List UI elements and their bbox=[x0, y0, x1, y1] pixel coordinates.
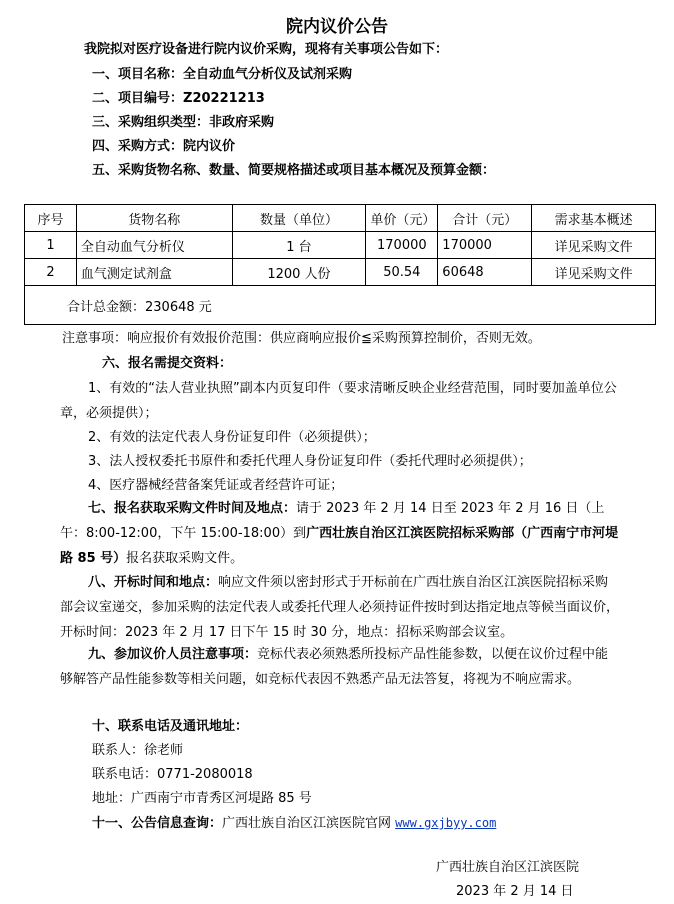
section9-text: 竞标代表必须熟悉所投标产品性能参数，以便在议价过程中能够解答产品性能参数等相关问题，如竞标代表因不熟悉产品无法答复，将视为不响应需求。 bbox=[60, 647, 609, 687]
org-type-label: 三、采购组织类型： bbox=[92, 115, 210, 130]
header-unit-price: 单价（元） bbox=[366, 205, 438, 232]
section7-paragraph bbox=[60, 496, 620, 571]
org-type-value: 非政府采购 bbox=[209, 115, 275, 130]
section7-text2: 报名获取采购文件。 bbox=[126, 551, 244, 566]
table-total-row bbox=[25, 286, 656, 325]
section8-paragraph bbox=[60, 570, 620, 645]
total-amount: 合计总金额：230648 元 bbox=[25, 286, 656, 325]
header-total: 合计（元） bbox=[438, 205, 532, 232]
section11-heading: 十一、公告信息查询： bbox=[92, 816, 223, 831]
header-requirements: 需求基本概述 bbox=[532, 205, 656, 232]
section9-heading: 九、参加议价人员注意事项： bbox=[88, 647, 258, 662]
cell-goods-name: 全自动血气分析仪 bbox=[76, 232, 232, 259]
cell-requirements: 详见采购文件 bbox=[532, 232, 656, 259]
signature-org: 广西壮族自治区江滨医院 bbox=[436, 860, 580, 875]
method-value: 院内议价 bbox=[183, 139, 236, 154]
cell-total: 170000 bbox=[438, 232, 532, 259]
project-number-value: Z20221213 bbox=[183, 91, 265, 106]
cell-unit-price: 50.54 bbox=[366, 259, 438, 286]
project-number-label: 二、项目编号： bbox=[92, 91, 184, 106]
intro-text: 我院拟对医疗设备进行院内议价采购，现将有关事项公告如下： bbox=[84, 42, 449, 57]
cell-index: 2 bbox=[25, 259, 77, 286]
section8-heading: 八、开标时间和地点： bbox=[88, 575, 219, 590]
section6-item-3: 3、法人授权委托书原件和委托代理人身份证复印件（委托代理时必须提供）； bbox=[88, 454, 532, 469]
project-name-label: 一、项目名称： bbox=[92, 67, 184, 82]
page-title: 院内议价公告 bbox=[286, 17, 388, 37]
method-label: 四、采购方式： bbox=[92, 139, 184, 154]
header-quantity: 数量（单位） bbox=[232, 205, 366, 232]
website-link[interactable]: www.gxjbyy.com bbox=[395, 816, 497, 830]
section6-heading: 六、报名需提交资料： bbox=[102, 356, 233, 371]
section11-site: 广西壮族自治区江滨医院官网 bbox=[222, 816, 392, 831]
section7-text1: 请于 2023 年 2 月 14 日至 2023 年 2 月 16 日（上午：8:00-12:00，下午 15:00-18:00）到 bbox=[60, 501, 605, 541]
goods-table bbox=[24, 204, 656, 325]
section6-item-1: 1、有效的“法人营业执照”副本内页复印件（要求清晰反映企业经营范围，同时要加盖单位公章，必须提供）； bbox=[60, 381, 617, 421]
cell-goods-name: 血气测定试剂盒 bbox=[76, 259, 232, 286]
header-index: 序号 bbox=[25, 205, 77, 232]
project-name-value: 全自动血气分析仪及试剂采购 bbox=[183, 67, 353, 82]
section9-paragraph bbox=[60, 642, 620, 692]
cell-unit-price: 170000 bbox=[366, 232, 438, 259]
contact-address: 地址：广西南宁市青秀区河堤路 85 号 bbox=[92, 791, 312, 806]
cell-quantity: 1200 人份 bbox=[232, 259, 366, 286]
signature-date: 2023 年 2 月 14 日 bbox=[456, 884, 574, 899]
table-header-row bbox=[25, 205, 656, 232]
method-line bbox=[92, 139, 235, 155]
cell-requirements: 详见采购文件 bbox=[532, 259, 656, 286]
header-goods-name: 货物名称 bbox=[76, 205, 232, 232]
notice-text: 注意事项：响应报价有效报价范围：供应商响应报价≦采购预算控制价，否则无效。 bbox=[62, 331, 541, 346]
cell-quantity: 1 台 bbox=[232, 232, 366, 259]
org-type-line bbox=[92, 115, 274, 131]
section6-item-4: 4、医疗器械经营备案凭证或者经营许可证； bbox=[88, 478, 344, 493]
contact-person: 联系人：徐老师 bbox=[92, 743, 184, 758]
section11-line bbox=[92, 815, 496, 832]
section7-place: 广西壮族自治区江滨医院招标采购部（广西南宁市河堤路 85 号） bbox=[60, 526, 619, 566]
table-row bbox=[25, 259, 656, 286]
section6-item-2: 2、有效的法定代表人身份证复印件（必须提供）； bbox=[88, 430, 376, 445]
project-number-line bbox=[92, 91, 265, 107]
section8-text: 响应文件须以密封形式于开标前在广西壮族自治区江滨医院招标采购部会议室递交，参加采购的法定代表人或委托代理人必须持证件按时到达指定地点等候当面议价，开标时间：2023 年 2 月 17 日下午 15 时 30 分，地点：招标采购部会议室。 bbox=[60, 575, 620, 640]
project-name-line bbox=[92, 67, 352, 83]
section10-heading: 十、联系电话及通讯地址： bbox=[92, 719, 249, 734]
table-row bbox=[25, 232, 656, 259]
section7-heading: 七、报名获取采购文件时间及地点： bbox=[88, 501, 297, 516]
cell-total: 60648 bbox=[438, 259, 532, 286]
contact-phone: 联系电话：0771-2080018 bbox=[92, 767, 253, 782]
cell-index: 1 bbox=[25, 232, 77, 259]
goods-heading: 五、采购货物名称、数量、简要规格描述或项目基本概况及预算金额： bbox=[92, 163, 496, 178]
